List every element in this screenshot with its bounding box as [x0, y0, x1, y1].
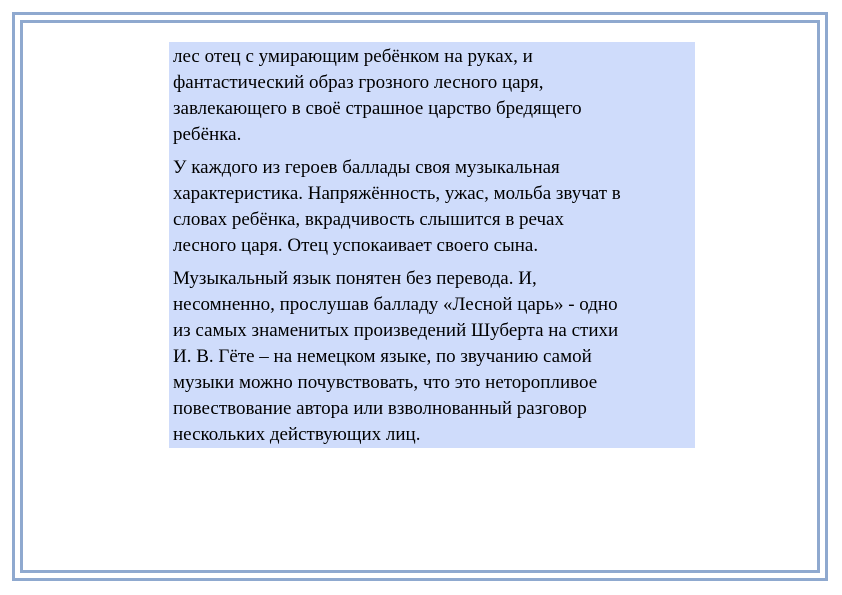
paragraph-3: Музыкальный язык понятен без перевода. И, несомненно, прослушав балладу «Лесной царь» - одно из самых знаменитых произведений Шуберта на стихи И. В. Гёте – на немецком языке, по звучанию самой музыки можно почувствовать, что это неторопливое повествование автора или взволнованный разговор нескольких действующих лиц.: [173, 268, 619, 445]
paragraph-1: лес отец с умирающим ребёнком на руках, и фантастический образ грозного лесного царя, завлекающего в своё страшное царство бредящего ребёнка.: [173, 46, 582, 145]
text-box: [169, 42, 695, 448]
paragraph-2: У каждого из героев баллады своя музыкальная характеристика. Напряжённость, ужас, мольба звучат в словах ребёнка, вкрадчивость слышится в речах лесного царя. Отец успокаивает своего сына.: [173, 157, 621, 256]
